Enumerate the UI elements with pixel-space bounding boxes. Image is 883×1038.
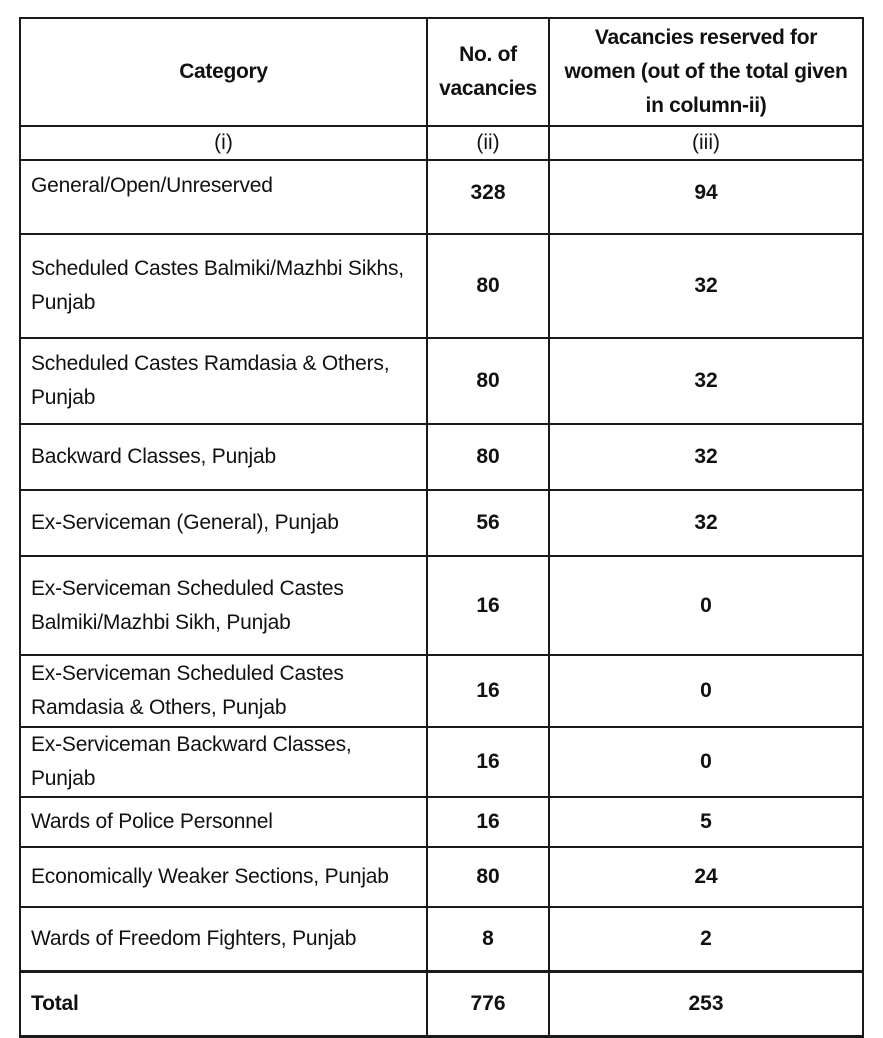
- row-category: Ex-Serviceman Scheduled Castes Balmiki/Mazhbi Sikh, Punjab: [20, 556, 427, 655]
- row-women-reserved: 0: [549, 727, 863, 797]
- table-row: [20, 424, 863, 490]
- row-category: Scheduled Castes Ramdasia & Others, Punjab: [20, 338, 427, 424]
- row-women-reserved: 24: [549, 847, 863, 907]
- row-women-reserved: 32: [549, 338, 863, 424]
- row-vacancies: 16: [427, 655, 549, 727]
- column-index-ii: (ii): [427, 126, 549, 160]
- row-women-reserved: 32: [549, 490, 863, 556]
- header-women-reserved: Vacancies reserved for women (out of the total given in column-ii): [549, 18, 863, 126]
- row-vacancies: 56: [427, 490, 549, 556]
- row-category: Ex-Serviceman (General), Punjab: [20, 490, 427, 556]
- row-vacancies: 328: [427, 160, 549, 234]
- row-category: Ex-Serviceman Scheduled Castes Ramdasia & Others, Punjab: [20, 655, 427, 727]
- table-header-row: [20, 18, 863, 126]
- table-row: [20, 234, 863, 338]
- table-row: [20, 338, 863, 424]
- row-vacancies: 80: [427, 424, 549, 490]
- row-vacancies: 16: [427, 727, 549, 797]
- column-index-i: (i): [20, 126, 427, 160]
- row-vacancies: 80: [427, 847, 549, 907]
- vacancy-table-container: [19, 17, 862, 1038]
- row-category: Wards of Freedom Fighters, Punjab: [20, 907, 427, 972]
- table-row: [20, 556, 863, 655]
- row-category: General/Open/Unreserved: [20, 160, 427, 234]
- table-row: [20, 655, 863, 727]
- header-category: Category: [20, 18, 427, 126]
- column-index-row: [20, 126, 863, 160]
- total-vacancies: 776: [427, 972, 549, 1037]
- total-label: Total: [20, 972, 427, 1037]
- row-category: Wards of Police Personnel: [20, 797, 427, 847]
- row-category: Scheduled Castes Balmiki/Mazhbi Sikhs, Punjab: [20, 234, 427, 338]
- row-women-reserved: 32: [549, 424, 863, 490]
- table-row: [20, 490, 863, 556]
- row-vacancies: 16: [427, 797, 549, 847]
- row-vacancies: 16: [427, 556, 549, 655]
- table-row: [20, 907, 863, 972]
- total-row: [20, 972, 863, 1037]
- row-category: Ex-Serviceman Backward Classes, Punjab: [20, 727, 427, 797]
- column-index-iii: (iii): [549, 126, 863, 160]
- table-row: [20, 847, 863, 907]
- header-vacancies: No. of vacancies: [427, 18, 549, 126]
- table-row: [20, 797, 863, 847]
- table-row: [20, 160, 863, 234]
- row-vacancies: 8: [427, 907, 549, 972]
- row-women-reserved: 94: [549, 160, 863, 234]
- row-category: Economically Weaker Sections, Punjab: [20, 847, 427, 907]
- vacancy-table: [19, 17, 864, 1038]
- row-women-reserved: 5: [549, 797, 863, 847]
- row-women-reserved: 2: [549, 907, 863, 972]
- row-vacancies: 80: [427, 338, 549, 424]
- row-women-reserved: 0: [549, 556, 863, 655]
- table-row: [20, 727, 863, 797]
- row-women-reserved: 0: [549, 655, 863, 727]
- row-women-reserved: 32: [549, 234, 863, 338]
- row-category: Backward Classes, Punjab: [20, 424, 427, 490]
- row-vacancies: 80: [427, 234, 549, 338]
- total-women-reserved: 253: [549, 972, 863, 1037]
